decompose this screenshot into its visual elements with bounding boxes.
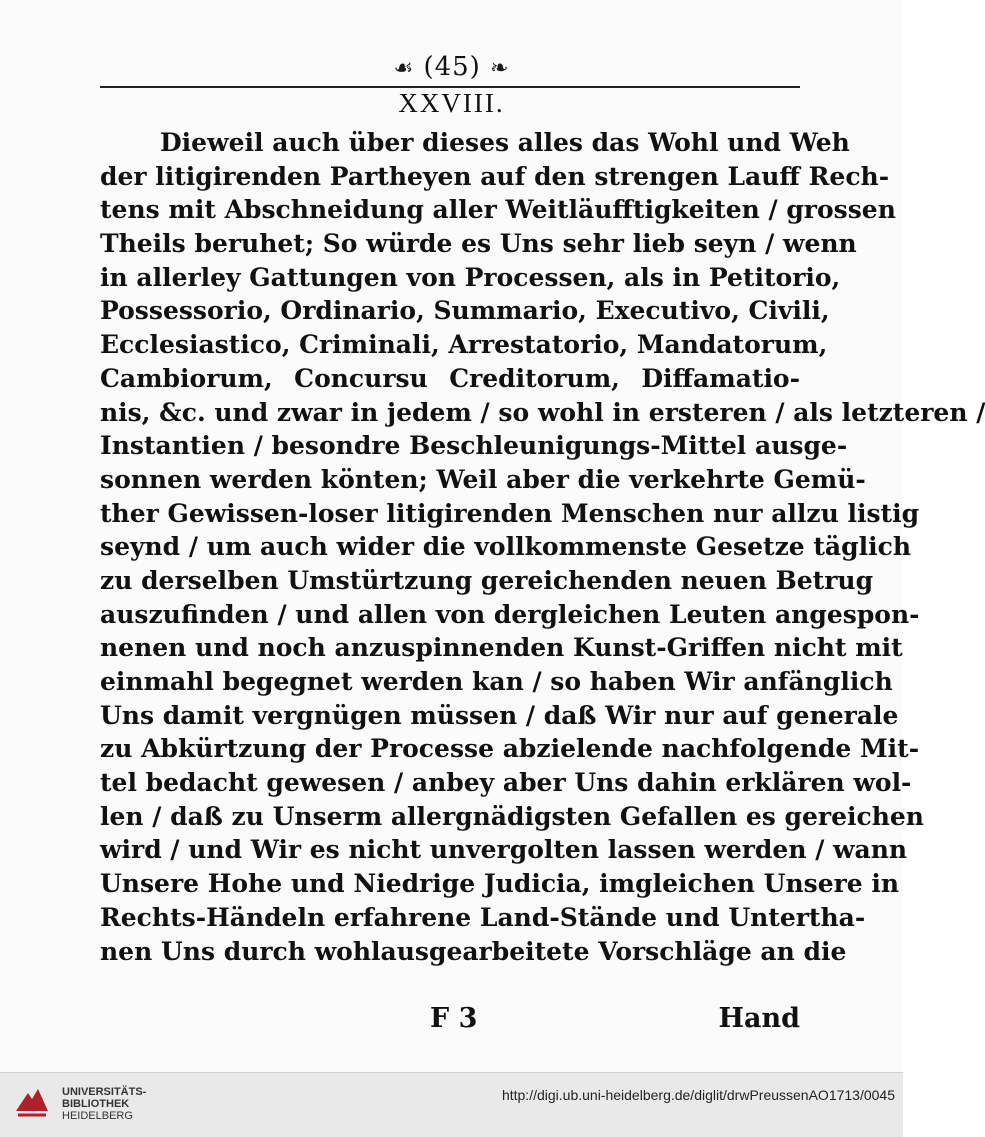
page-number: (45) [423,52,481,82]
source-url[interactable]: http://digi.ub.uni-heidelberg.de/diglit/drwPreussenAO1713/0045 [501,1087,895,1103]
library-name [62,1086,146,1122]
library-line-3: HEIDELBERG [62,1110,133,1122]
text-line: wird / und Wir es nicht unvergolten lassen werden / wann [100,835,908,865]
text-line: nen Uns durch wohlausgearbeitete Vorschläge an die [100,936,847,966]
text-line: nis, &c. und zwar in jedem / so wohl in ersteren / als letzteren / [100,397,985,427]
text-line: in allerley Gattungen von Processen, als in Petitorio, [100,262,841,292]
catchline [100,1003,800,1043]
text-line: zu Abkürtzung der Processe abzielende nachfolgende Mit- [100,734,920,764]
section-number: XXVIII. [398,88,505,118]
library-line-2: BIBLIOTHEK [62,1098,130,1110]
text-line: nenen und noch anzuspinnenden Kunst-Griffen nicht mit [100,633,903,663]
text-line: Theils beruhet; So würde es Uns sehr lieb seyn / wenn [100,229,857,259]
text-line: Ecclesiastico, Criminali, Arrestatorio, Mandatorum, [100,330,828,360]
body-text [100,126,985,968]
library-line-1: UNIVERSITÄTS- [62,1086,147,1098]
text-line: einmahl begegnet werden kan / so haben Wir anfänglich [100,667,893,696]
text-line: sonnen werden könten; Weil aber die verkehrte Gemü- [100,464,866,494]
right-ornament-icon: ❧ [490,56,510,81]
library-logo-icon [10,1081,54,1125]
text-line: der litigirenden Partheyen auf den strengen Lauff Rech- [100,161,890,191]
text-line: Instantien / besondre Beschleunigungs-Mittel ausge- [100,431,848,461]
catchword: Hand [718,1003,800,1034]
signature-mark: F 3 [430,1003,478,1034]
text-line: tens mit Abschneidung aller Weitläufftigkeiten / grossen [100,195,896,225]
text-line: Dieweil auch über dieses alles das Wohl und Weh [160,128,850,157]
text-line: len / daß zu Unserm allergnädigsten Gefallen es gereichen [100,801,924,831]
text-line: Unsere Hohe und Niedrige Judicia, imgleichen Unsere in [100,869,900,899]
text-line: auszufinden / und allen von dergleichen Leuten angespon- [100,599,920,629]
text-line: seynd / um auch wider die vollkommenste Gesetze täglich [100,532,911,562]
text-line: Possessorio, Ordinario, Summario, Executivo, Civili, [100,296,830,326]
text-line: ther Gewissen-loser litigirenden Menschen nur allzu listig [100,498,920,528]
left-ornament-icon: ☙ [393,56,415,81]
page-header [0,52,903,82]
text-line: Rechts-Händeln erfahrene Land-Stände und Untertha- [100,902,866,932]
footer-bar [0,1072,903,1137]
text-line: zu derselben Umstürtzung gereichenden neuen Betrug [100,565,874,595]
text-line: tel bedacht gewesen / anbey aber Uns dahin erklären wol- [100,768,912,798]
text-line: Uns damit vergnügen müssen / daß Wir nur auf generale [100,700,899,730]
text-line: Cambiorum, Concursu Creditorum, Diffamatio- [100,363,800,393]
